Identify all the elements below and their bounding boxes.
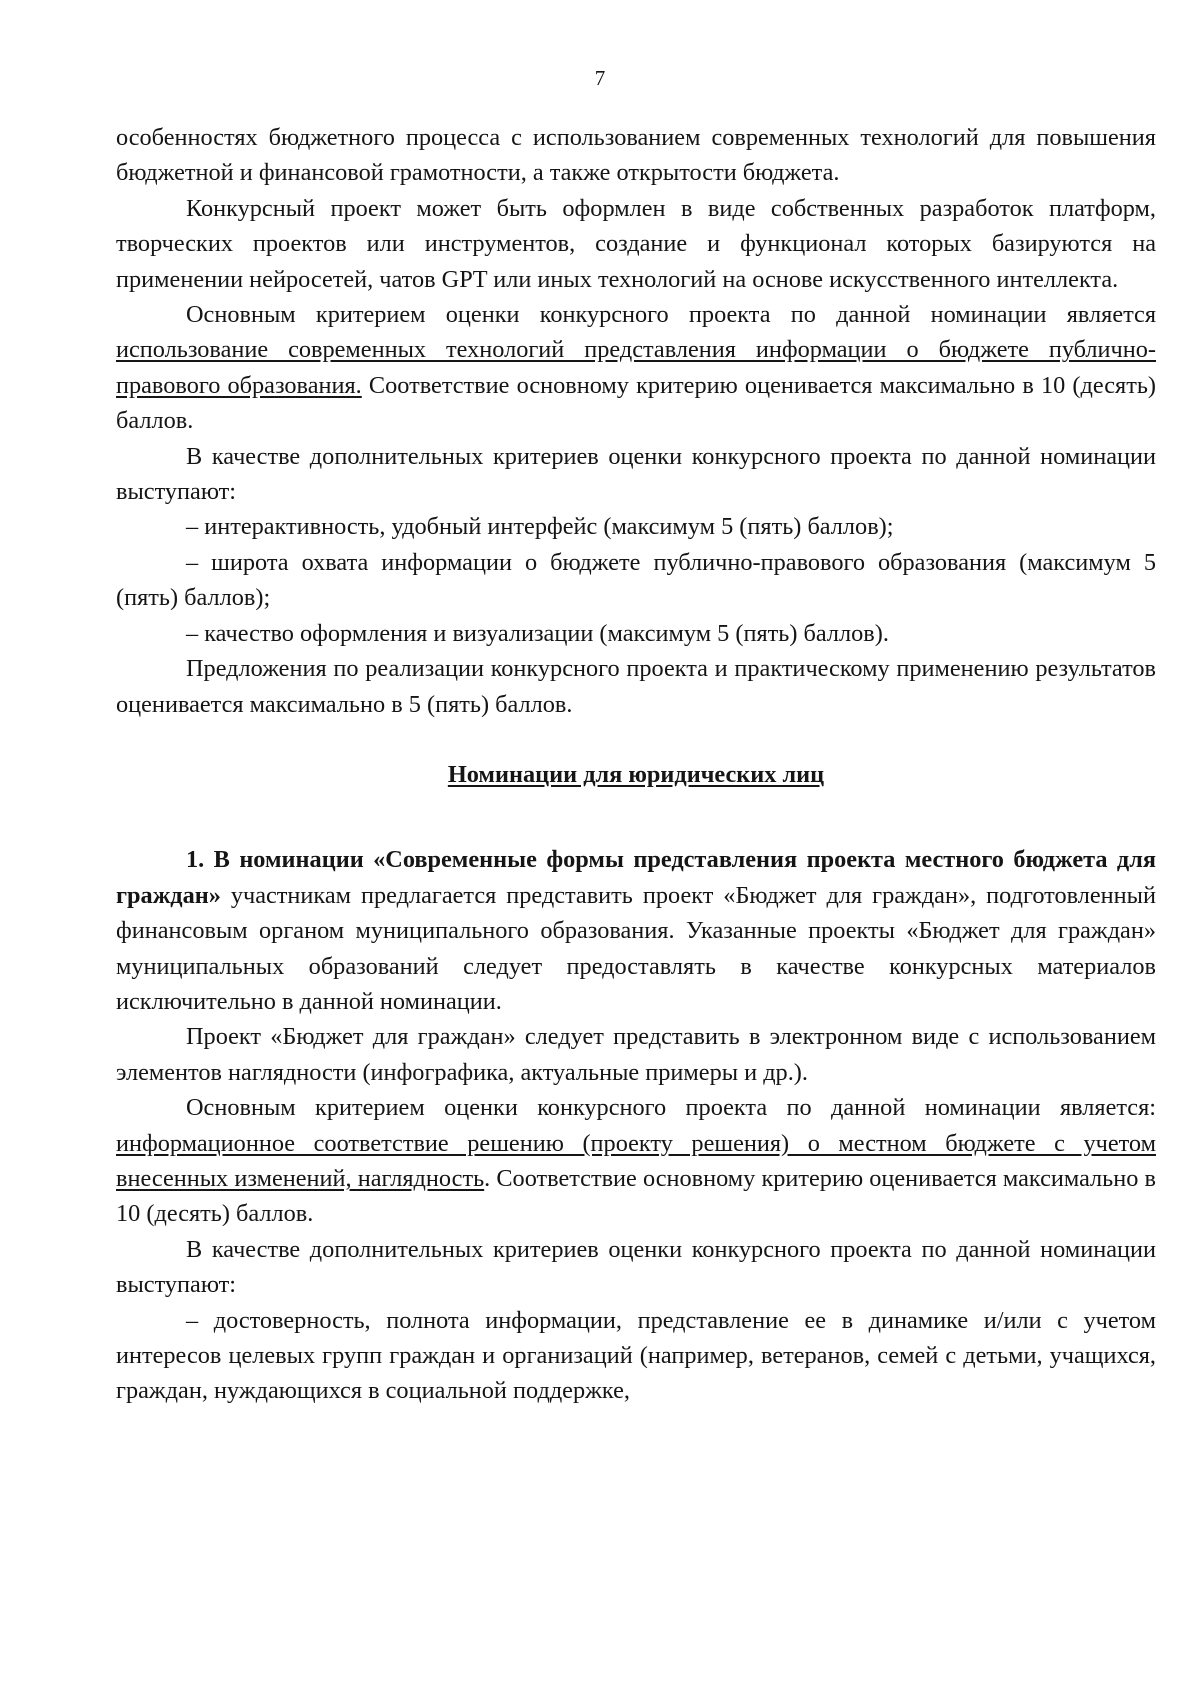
nomination-description: участникам предлагается представить проект «Бюджет для граждан», подготовленный финансовым органом муниципального образования. Указанные проекты «Бюджет для граждан» муниципальных образований следует предоставлять в качестве конкурсных материалов исключительно в данной номинации.: [116, 881, 1156, 1015]
paragraph-electronic-format: Проект «Бюджет для граждан» следует представить в электронном виде с использованием элементов наглядности (инфографика, актуальные примеры и др.).: [116, 1023, 1156, 1086]
main-criterion-underlined: использование современных технологий представления информации о бюджете публично-правового образования.: [116, 336, 1156, 399]
main-criterion-2-intro: Основным критерием оценки конкурсного проекта по данной номинации является:: [186, 1094, 1156, 1122]
main-criterion-2-score: . Соответствие основному критерию оценивается максимально в 10 (десять) баллов.: [116, 1164, 1157, 1228]
paragraph-additional-criteria: В качестве дополнительных критериев оценки конкурсного проекта по данной номинации выступают:: [116, 442, 1156, 506]
paragraph-project-format: Конкурсный проект может быть оформлен в виде собственных разработок платформ, творческих проектов или инструментов, создание и функционал которых базируются на применении нейросетей, чатов GPT или иных технологий на основе искусственного интеллекта.: [116, 194, 1156, 293]
criteria-list-item: – качество оформления и визуализации (максимум 5 (пять) баллов).: [186, 619, 889, 647]
criteria-list-item: – широта охвата информации о бюджете публично-правового образования (максимум 5 (пять) баллов);: [116, 548, 1156, 612]
criteria-list-item: – интерактивность, удобный интерфейс (максимум 5 (пять) баллов);: [186, 513, 894, 541]
criteria-list-item: – достоверность, полнота информации, представление ее в динамике и/или с учетом интересов целевых групп граждан и организаций (например, ветеранов, семей с детьми, учащихся, граждан, нуждающихся в социальной поддержке,: [116, 1306, 1156, 1405]
paragraph-nomination-1: [116, 842, 1156, 1019]
page-number: 7: [594, 66, 606, 90]
document-body: [116, 120, 1156, 1409]
section-heading: Номинации для юридических лиц: [447, 760, 825, 788]
main-criterion-intro: Основным критерием оценки конкурсного проекта по данной номинации является: [186, 301, 1156, 329]
nomination-title: 1. В номинации «Современные формы представления проекта местного бюджета для граждан»: [116, 846, 1156, 909]
paragraph-main-criterion: [116, 297, 1156, 439]
main-criterion-2-underlined: информационное соответствие решению (проекту решения) о местном бюджете с учетом внесенных изменений, наглядность: [116, 1129, 1156, 1192]
paragraph-main-criterion-2: [116, 1090, 1156, 1232]
paragraph-implementation-proposals: Предложения по реализации конкурсного проекта и практическому применению результатов оценивается максимально в 5 (пять) баллов.: [116, 655, 1156, 718]
paragraph-additional-criteria-2: В качестве дополнительных критериев оценки конкурсного проекта по данной номинации выступают:: [116, 1235, 1156, 1299]
paragraph-continuation: особенностях бюджетного процесса с использованием современных технологий для повышения бюджетной и финансовой грамотности, а также открытости бюджета.: [116, 124, 1156, 187]
main-criterion-score: Соответствие основному критерию оценивается максимально в 10 (десять) баллов.: [116, 371, 1157, 435]
